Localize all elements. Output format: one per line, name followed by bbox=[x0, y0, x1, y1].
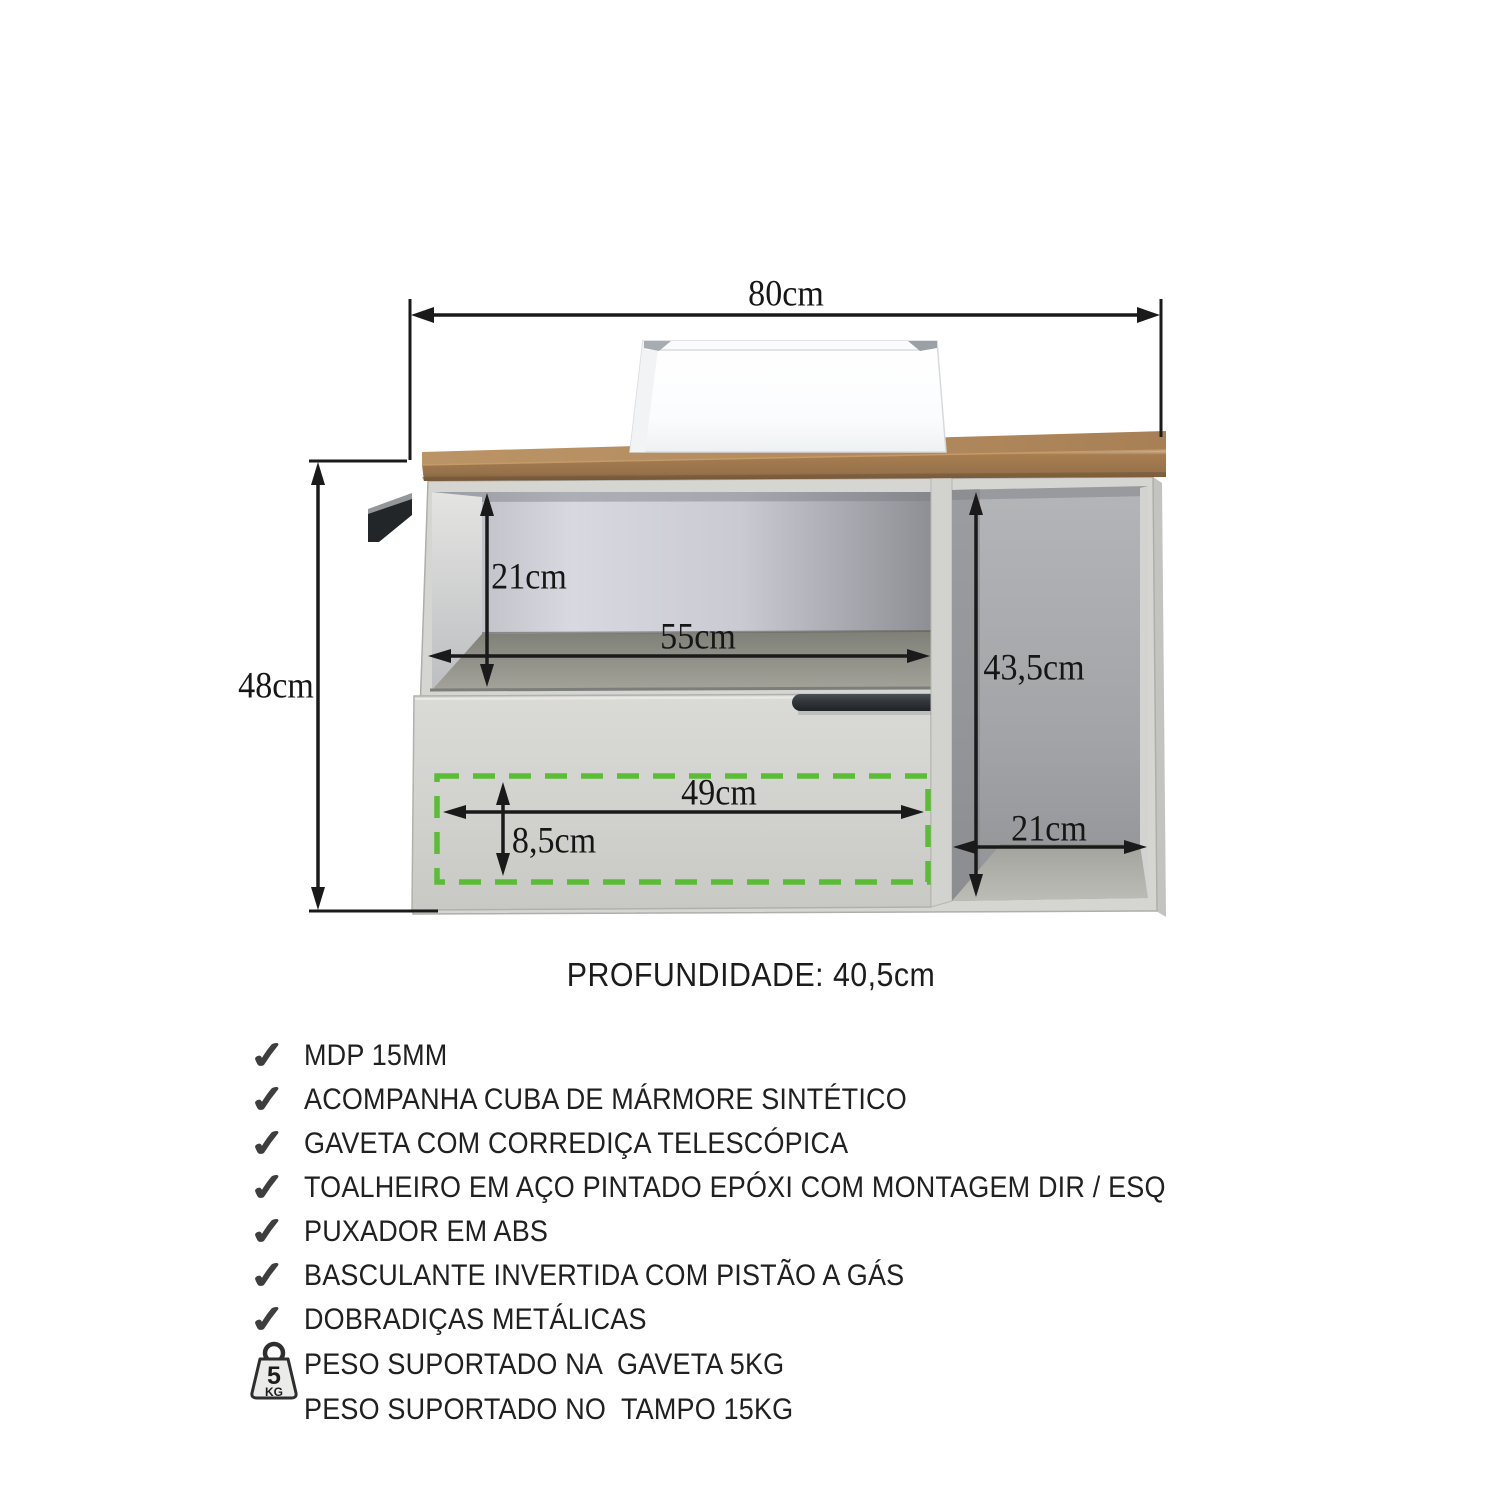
dim-label-drawer-width: 49cm bbox=[681, 772, 757, 814]
depth-note: PROFUNDIDADE: 40,5cm bbox=[566, 956, 936, 993]
feature-text: TOALHEIRO EM AÇO PINTADO EPÓXI COM MONTAGEM DIR / ESQ bbox=[304, 1171, 1166, 1204]
feature-item bbox=[250, 1078, 1261, 1122]
drawer-handle-shadow bbox=[798, 711, 940, 715]
check-icon: ✓ bbox=[248, 1253, 287, 1297]
feature-text: GAVETA COM CORREDIÇA TELESCÓPICA bbox=[304, 1127, 849, 1160]
feature-text: DOBRADIÇAS METÁLICAS bbox=[304, 1303, 647, 1336]
dim-label-shelf-height: 21cm bbox=[491, 556, 567, 598]
feature-item bbox=[250, 1298, 1261, 1342]
divider-panel bbox=[931, 477, 952, 907]
check-icon: ✓ bbox=[248, 1209, 287, 1253]
shelf-top-shadow bbox=[432, 492, 931, 502]
weight-item bbox=[250, 1387, 848, 1432]
dim-label-shelf-width: 55cm bbox=[660, 616, 736, 658]
dim-label-top-width: 80cm bbox=[748, 273, 824, 315]
check-icon: ✓ bbox=[248, 1077, 287, 1121]
weight-text: PESO SUPORTADO NO TAMPO 15KG bbox=[304, 1392, 794, 1426]
drawer-handle bbox=[792, 694, 943, 711]
feature-text: ACOMPANHA CUBA DE MÁRMORE SINTÉTICO bbox=[304, 1083, 907, 1116]
feature-text: BASCULANTE INVERTIDA COM PISTÃO A GÁS bbox=[304, 1259, 905, 1292]
drawer bbox=[412, 694, 943, 910]
sink-rim bbox=[646, 341, 934, 350]
check-icon: ✓ bbox=[248, 1297, 287, 1341]
feature-text: PUXADOR EM ABS bbox=[304, 1215, 549, 1248]
feature-item bbox=[250, 1034, 1261, 1078]
feature-list bbox=[250, 1034, 1261, 1342]
weight-5kg-icon bbox=[243, 1340, 305, 1404]
feature-item bbox=[250, 1210, 1261, 1254]
dim-label-left-height: 48cm bbox=[238, 665, 314, 707]
weight-text: PESO SUPORTADO NA GAVETA 5KG bbox=[304, 1347, 785, 1381]
feature-item bbox=[250, 1122, 1261, 1166]
check-icon: ✓ bbox=[248, 1033, 287, 1077]
shelf-bottom-edge bbox=[430, 688, 931, 690]
check-icon: ✓ bbox=[248, 1121, 287, 1165]
check-icon: ✓ bbox=[248, 1165, 287, 1209]
weight-value: 5 bbox=[267, 1362, 281, 1390]
feature-text: MDP 15MM bbox=[304, 1039, 448, 1072]
drawer-front bbox=[412, 694, 931, 910]
dim-label-right-height: 43,5cm bbox=[983, 647, 1085, 689]
weight-capacity-list bbox=[250, 1342, 848, 1432]
sink-body bbox=[630, 341, 946, 452]
right-wall-bright-edge bbox=[1140, 486, 1148, 898]
vessel-sink bbox=[630, 341, 946, 452]
weight-unit: KG bbox=[265, 1385, 283, 1399]
dim-label-drawer-height: 8,5cm bbox=[511, 820, 597, 862]
feature-item bbox=[250, 1254, 1261, 1298]
feature-item bbox=[250, 1166, 1261, 1210]
dim-label-right-width: 21cm bbox=[1011, 808, 1087, 850]
weight-item bbox=[250, 1342, 848, 1387]
